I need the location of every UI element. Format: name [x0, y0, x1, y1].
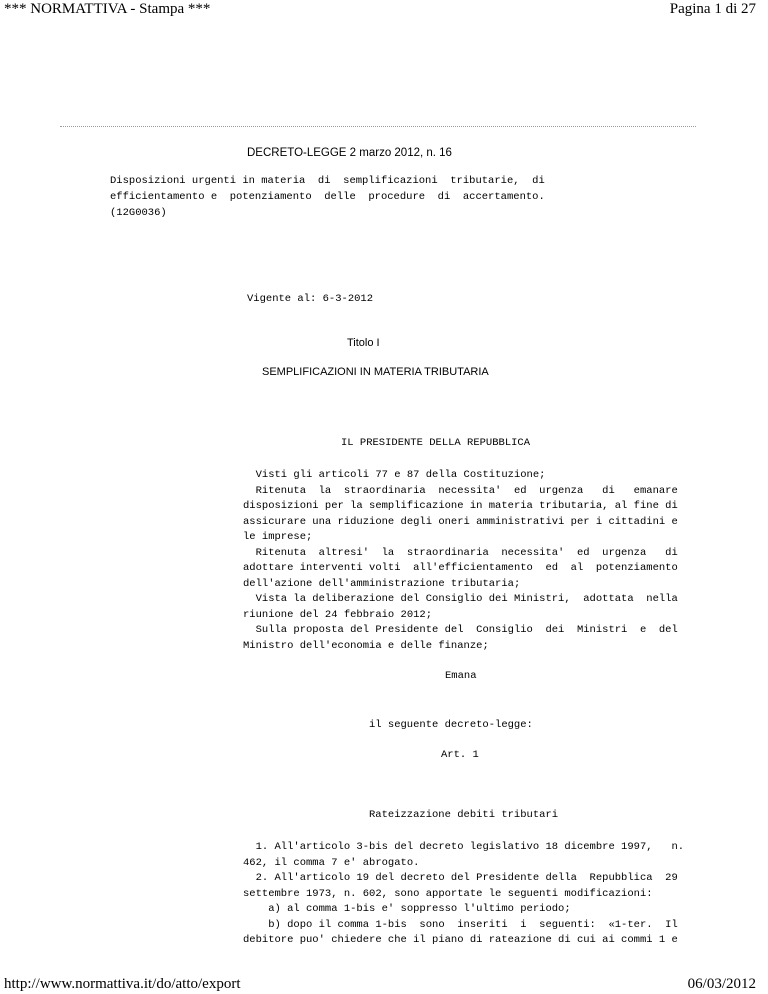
print-header-title: *** NORMATTIVA - Stampa ***	[4, 1, 211, 17]
emana: Emana	[445, 670, 477, 682]
decree-subtitle-line-3: (12G0036)	[110, 207, 167, 219]
preamble-line: le imprese;	[243, 531, 313, 543]
preamble-line: Sulla proposta del Presidente del Consiglio dei Ministri e del	[243, 624, 678, 636]
preamble-line: Vista la deliberazione del Consiglio dei Ministri, adottata nella	[243, 593, 678, 605]
article-line: 2. All'articolo 19 del decreto del Presidente della Repubblica 29	[243, 872, 678, 884]
decree-title: DECRETO-LEGGE 2 marzo 2012, n. 16	[247, 147, 452, 159]
article-title: Rateizzazione debiti tributari	[369, 809, 559, 821]
preamble-line: Ritenuta altresi' la straordinaria necessita' ed urgenza di	[243, 547, 678, 559]
article-number: Art. 1	[441, 749, 479, 761]
preamble-line: adottare interventi volti all'efficientamento ed al potenziamento	[243, 562, 678, 574]
vigente-date: Vigente al: 6-3-2012	[247, 293, 374, 305]
preamble-line: dell'azione dell'amministrazione tributaria;	[243, 578, 521, 590]
titolo-number: Titolo I	[347, 337, 380, 349]
decree-subtitle-line-2: efficientamento e potenziamento delle procedure di accertamento.	[110, 191, 545, 203]
preamble-line: Ritenuta la straordinaria necessita' ed urgenza di emanare	[243, 485, 678, 497]
page-counter: Pagina 1 di 27	[669, 1, 756, 17]
titolo-heading: SEMPLIFICAZIONI IN MATERIA TRIBUTARIA	[262, 366, 489, 378]
article-line: debitore puo' chiedere che il piano di rateazione di cui ai commi 1 e	[243, 934, 678, 946]
preamble-line: assicurare una riduzione degli oneri amministrativi per i cittadini e	[243, 516, 678, 528]
article-line: b) dopo il comma 1-bis sono inseriti i seguenti: «1-ter. Il	[243, 919, 678, 931]
article-line: 1. All'articolo 3-bis del decreto legislativo 18 dicembre 1997, n.	[243, 841, 685, 853]
preamble-line: riunione del 24 febbraio 2012;	[243, 609, 433, 621]
decree-subtitle-line-1: Disposizioni urgenti in materia di semplificazioni tributarie, di	[110, 175, 545, 187]
article-line: settembre 1973, n. 602, sono apportate le seguenti modificazioni:	[243, 888, 653, 900]
preamble-line: Visti gli articoli 77 e 87 della Costituzione;	[243, 469, 546, 481]
article-line: 462, il comma 7 e' abrogato.	[243, 857, 420, 869]
preamble-line: Ministro dell'economia e delle finanze;	[243, 640, 489, 652]
decree-intro: il seguente decreto-legge:	[369, 719, 533, 731]
print-date: 06/03/2012	[687, 976, 756, 992]
president-heading: IL PRESIDENTE DELLA REPUBBLICA	[341, 437, 531, 449]
preamble-line: disposizioni per la semplificazione in materia tributaria, al fine di	[243, 500, 678, 512]
source-url: http://www.normattiva.it/do/atto/export	[4, 976, 241, 992]
article-line: a) al comma 1-bis e' soppresso l'ultimo periodo;	[243, 903, 571, 915]
header-divider	[60, 126, 696, 127]
